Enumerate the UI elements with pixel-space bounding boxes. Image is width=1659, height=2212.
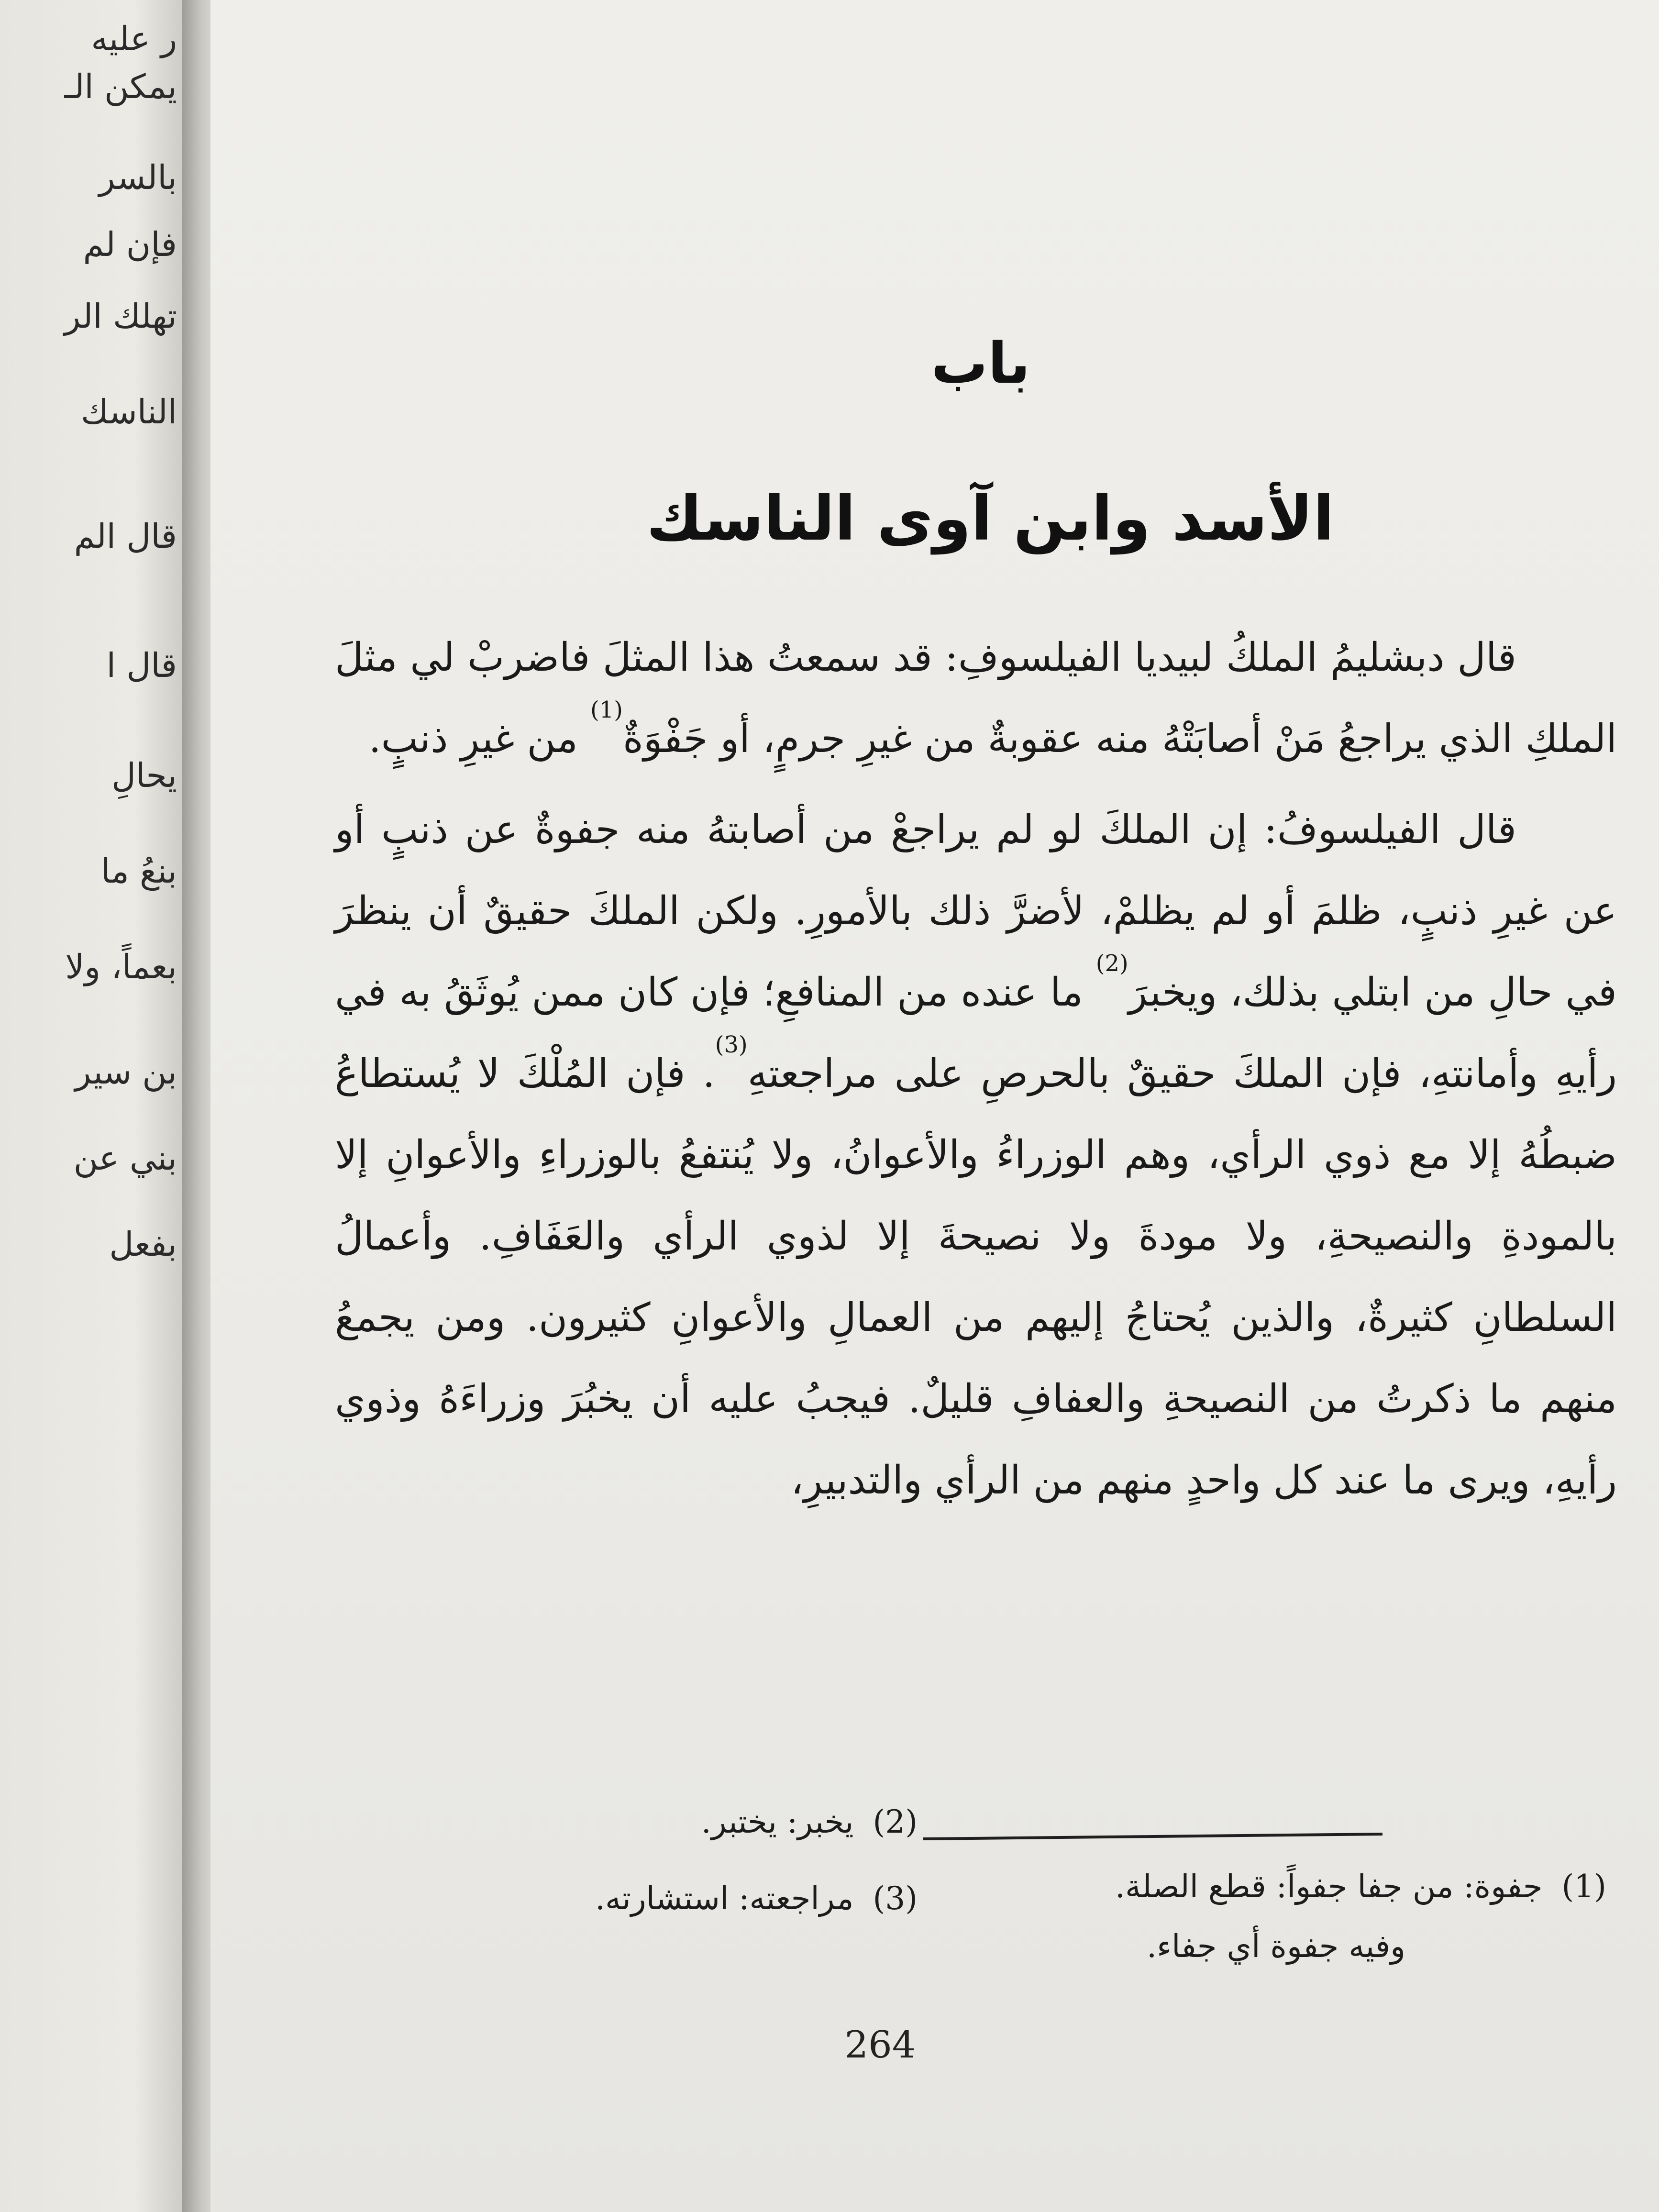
facing-page-text: ر علیه: [91, 19, 177, 58]
footnote-3: [595, 1880, 918, 1917]
footnote-2: [701, 1803, 918, 1840]
footnote-ref-3: (3): [715, 1031, 748, 1058]
facing-page-text: يحالِ: [111, 756, 177, 795]
facing-page-text: يمكن الـ: [64, 67, 177, 106]
chapter-title: الأسد وابن آوى الناسك: [646, 483, 1334, 554]
paragraph-2: [335, 789, 1617, 1521]
footnote-ref-1: (1): [590, 697, 623, 723]
footnote-1-continuation: وفيه جفوة أي جفاء.: [1147, 1928, 1405, 1965]
facing-page-text: فإن لم: [83, 225, 177, 264]
facing-page-text: بالسر: [99, 158, 177, 197]
footnote-3-text: مراجعته: استشارته.: [595, 1880, 854, 1917]
facing-page-text: تهلك الر: [64, 297, 177, 336]
chapter-label: باب: [931, 330, 1030, 396]
facing-page-text: الناسك: [81, 392, 177, 431]
footnote-1-number: (1): [1561, 1868, 1606, 1905]
footnote-3-number: (3): [873, 1880, 918, 1917]
paragraph-2-text-a: قال الفيلسوفُ: إن الملكَ لو لم يراجعْ من أصابتهُ منه جفوةٌ عن ذنبٍ أو عن غيرِ ذنبٍ، ظلمَ أو لم يظلمْ، لأضرَّ ذلك بالأمورِ. ولكن الملكَ حقيقٌ أن ينظرَ في حالِ من ابتلي بذلك، ويخبرَ: [335, 807, 1617, 1015]
facing-page-text: بنعُ ما: [101, 852, 177, 891]
paragraph-1-end: من غيرِ ذنبٍ.: [368, 716, 578, 762]
footnote-1: [1115, 1868, 1606, 1905]
book-page: [210, 0, 1659, 2212]
body-text: [335, 617, 1617, 1531]
facing-page-text: بن سير: [75, 1052, 177, 1092]
footnote-1-text: جفوة: من جفا جفواً: قطع الصلة.: [1115, 1868, 1543, 1905]
footnote-2-text: يخبر: يختبر.: [701, 1803, 854, 1840]
paragraph-2-text-c: . فإن المُلْكَ لا يُستطاعُ ضبطُهُ إلا مع ذوي الرأي، وهم الوزراءُ والأعوانُ، ولا يُنتفعُ بالوزراءِ والأعوانِ إلا بالمودةِ والنصيحةِ، ولا مودةَ ولا نصيحةَ إلا لذوي الرأي والعَفَافِ. وأعمالُ السلطانِ كثيرةٌ، والذين يُحتاجُ إليهم من العمالِ والأعوانِ كثيرون. ومن يجمعُ منهم ما ذكرتُ من النصيحةِ والعفافِ قليلٌ. فيجبُ عليه أن يخبُرَ وزراءَهُ وذوي رأيهِ، ويرى ما عند كل واحدٍ منهم من الرأي والتدبيرِ،: [335, 1051, 1617, 1503]
facing-page-text: بعماً، ولا: [65, 947, 177, 986]
facing-page-text: بفعل: [109, 1225, 177, 1264]
paragraph-2-text-b: ما عنده من المنافعِ؛ فإن كان ممن يُوثَقُ به في رأيهِ وأمانتهِ، فإن الملكَ حقيقٌ بالحرصِ على مراجعتهِ: [335, 970, 1617, 1096]
paragraph-1-text: قال دبشليمُ الملكُ لبيديا الفيلسوفِ: قد سمعتُ هذا المثلَ فاضربْ لي مثلَ الملكِ الذي يراجعُ مَنْ أصابَتْهُ منه عقوبةٌ من غيرِ جرمٍ، أو جَفْوَةٌ: [335, 635, 1617, 762]
paragraph-1: [335, 617, 1617, 780]
facing-page: [0, 0, 191, 2212]
footnote-separator: [923, 1833, 1382, 1840]
facing-page-text: بني عن: [73, 1139, 177, 1178]
footnote-ref-2: (2): [1095, 950, 1128, 977]
page-number: 264: [844, 2024, 916, 2067]
footnote-2-number: (2): [873, 1803, 918, 1840]
facing-page-text: قال ا: [106, 646, 177, 685]
facing-page-text: قال الم: [74, 517, 177, 556]
